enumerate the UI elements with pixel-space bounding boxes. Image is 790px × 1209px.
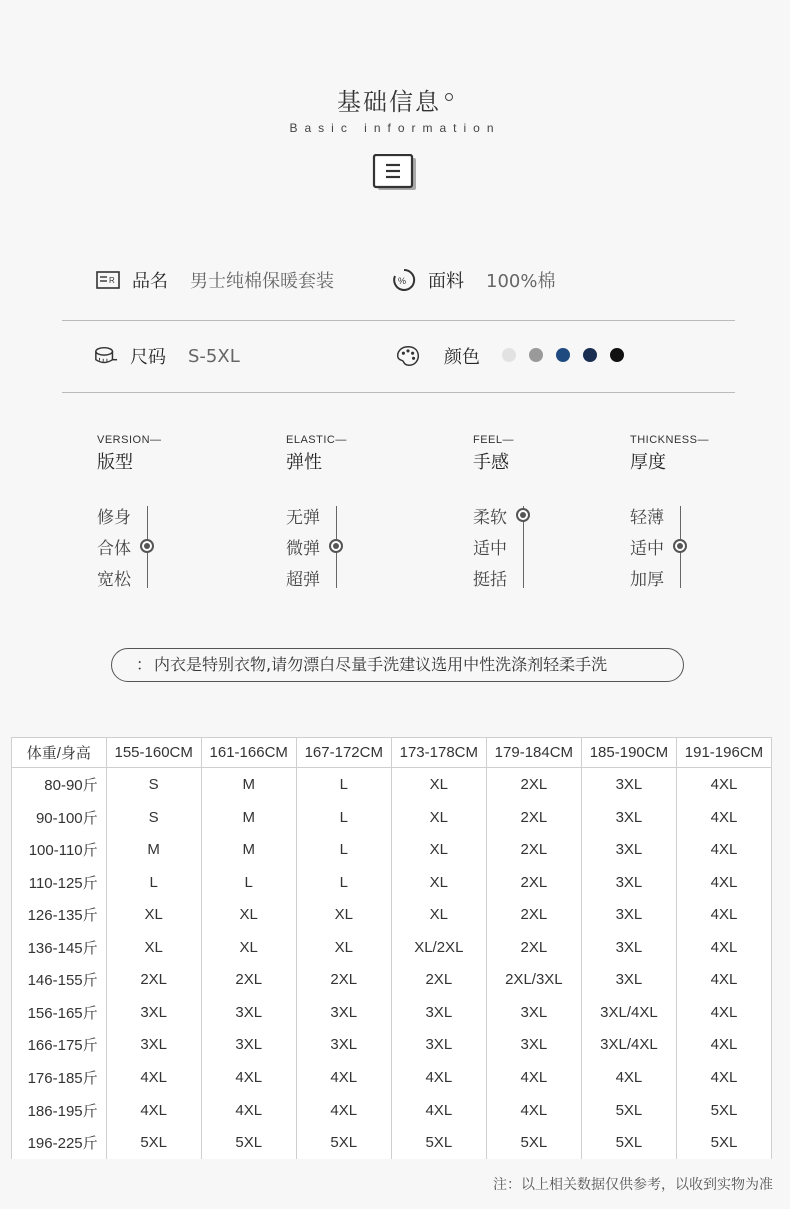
- color-swatch[interactable]: [502, 348, 516, 362]
- table-header-cell: 体重/身高: [12, 738, 107, 768]
- size-cell: 4XL: [676, 898, 771, 931]
- section-title: 基础信息: [0, 82, 790, 117]
- size-cell: 4XL: [581, 1061, 676, 1094]
- size-cell: 4XL: [676, 931, 771, 964]
- weight-cell: 166-175斤: [12, 1029, 107, 1062]
- attribute-en-label: ELASTIC—: [286, 434, 347, 446]
- scale-option: 修身: [97, 508, 131, 528]
- attribute-cn-label: 厚度: [630, 452, 666, 473]
- size-cell: 4XL: [391, 1094, 486, 1127]
- attribute-heading: [630, 434, 709, 474]
- size-cell: 3XL: [106, 996, 201, 1029]
- size-cell: XL: [201, 931, 296, 964]
- table-row: [12, 833, 772, 866]
- size-cell: 5XL: [486, 1126, 581, 1159]
- notice-text: 内衣是特别衣物,请勿漂白尽量手洗建议选用中性洗涤剂轻柔手洗: [154, 655, 608, 674]
- size-cell: XL: [296, 931, 391, 964]
- size-cell: L: [296, 768, 391, 801]
- info-row-name-fabric: [62, 240, 735, 321]
- size-cell: 2XL: [486, 866, 581, 899]
- size-cell: XL: [391, 801, 486, 834]
- size-cell: 4XL: [486, 1094, 581, 1127]
- weight-cell: 146-155斤: [12, 964, 107, 997]
- fabric-item: [392, 240, 555, 320]
- scale-selected-indicator-icon: [329, 539, 343, 553]
- weight-cell: 176-185斤: [12, 1061, 107, 1094]
- table-header-cell: 161-166CM: [201, 738, 296, 768]
- scale-option: 超弹: [286, 570, 320, 590]
- measuring-tape-icon: [94, 344, 118, 368]
- weight-cell: 80-90斤: [12, 768, 107, 801]
- product-name-item: [96, 240, 334, 320]
- size-cell: 3XL/4XL: [581, 996, 676, 1029]
- weight-cell: 126-135斤: [12, 898, 107, 931]
- table-row: [12, 1126, 772, 1159]
- size-cell: XL: [391, 768, 486, 801]
- size-cell: 5XL: [581, 1126, 676, 1159]
- size-cell: XL/2XL: [391, 931, 486, 964]
- color-label: 颜色: [444, 347, 480, 368]
- size-cell: 2XL: [201, 964, 296, 997]
- size-cell: 4XL: [676, 996, 771, 1029]
- footnote: 注：以上相关数据仅供参考，以收到实物为准: [493, 1177, 773, 1193]
- attribute-cn-label: 版型: [97, 452, 133, 473]
- attribute-en-label: THICKNESS—: [630, 434, 709, 446]
- color-swatch[interactable]: [583, 348, 597, 362]
- attribute-en-label: FEEL—: [473, 434, 515, 446]
- color-swatch[interactable]: [556, 348, 570, 362]
- size-cell: 3XL: [391, 996, 486, 1029]
- scale-option: 无弹: [286, 508, 320, 528]
- scale-option: 适中: [473, 539, 507, 559]
- svg-text:%: %: [398, 276, 407, 286]
- size-cell: M: [201, 768, 296, 801]
- scale-selected-indicator-icon: [673, 539, 687, 553]
- weight-cell: 196-225斤: [12, 1126, 107, 1159]
- fabric-percent-icon: [392, 268, 416, 292]
- table-row: [12, 866, 772, 899]
- size-cell: 3XL: [201, 1029, 296, 1062]
- table-header-cell: 191-196CM: [676, 738, 771, 768]
- table-row: [12, 1094, 772, 1127]
- scale-selected-indicator-icon: [140, 539, 154, 553]
- size-cell: 2XL/3XL: [486, 964, 581, 997]
- weight-cell: 186-195斤: [12, 1094, 107, 1127]
- size-cell: 3XL: [581, 964, 676, 997]
- size-cell: XL: [201, 898, 296, 931]
- scale-option: 加厚: [630, 570, 664, 590]
- size-cell: 4XL: [201, 1094, 296, 1127]
- size-cell: 2XL: [391, 964, 486, 997]
- scale-selected-indicator-icon: [516, 508, 530, 522]
- size-cell: 3XL: [581, 768, 676, 801]
- size-cell: 4XL: [676, 1061, 771, 1094]
- size-cell: 5XL: [201, 1126, 296, 1159]
- size-cell: 4XL: [296, 1094, 391, 1127]
- size-cell: 2XL: [486, 768, 581, 801]
- info-row-size-color: [62, 320, 735, 393]
- scale-option: 柔软: [473, 508, 507, 528]
- size-cell: 4XL: [676, 866, 771, 899]
- size-cell: 4XL: [106, 1061, 201, 1094]
- size-cell: 3XL: [581, 801, 676, 834]
- svg-text:R: R: [109, 276, 115, 285]
- scale-option: 挺括: [473, 570, 507, 590]
- scale-option: 宽松: [97, 570, 131, 590]
- section-subtitle: Basic information: [289, 121, 501, 135]
- size-cell: 3XL: [106, 1029, 201, 1062]
- attribute-heading: [97, 434, 162, 474]
- attribute-en-label: VERSION—: [97, 434, 162, 446]
- table-header-cell: 185-190CM: [581, 738, 676, 768]
- table-row: [12, 1029, 772, 1062]
- size-cell: 3XL: [581, 833, 676, 866]
- attribute-heading: [473, 434, 514, 474]
- product-name-value: 男士纯棉保暖套装: [190, 271, 334, 292]
- scale-option: 微弹: [286, 539, 320, 559]
- title-dot-icon: [445, 93, 453, 101]
- size-cell: 4XL: [676, 801, 771, 834]
- size-cell: 3XL: [486, 1029, 581, 1062]
- attribute-cn-label: 手感: [473, 452, 509, 473]
- scale-option: 轻薄: [630, 508, 664, 528]
- product-name-label: 品名: [132, 271, 168, 292]
- size-cell: 4XL: [676, 768, 771, 801]
- size-cell: 4XL: [391, 1061, 486, 1094]
- size-chart-table: [11, 737, 772, 1159]
- size-cell: 5XL: [106, 1126, 201, 1159]
- size-cell: 3XL: [581, 931, 676, 964]
- weight-cell: 90-100斤: [12, 801, 107, 834]
- size-cell: 2XL: [486, 801, 581, 834]
- weight-cell: 136-145斤: [12, 931, 107, 964]
- notice-colon: ：: [136, 655, 153, 674]
- size-cell: L: [106, 866, 201, 899]
- size-cell: XL: [296, 898, 391, 931]
- size-cell: XL: [391, 833, 486, 866]
- size-cell: 4XL: [676, 964, 771, 997]
- table-header-cell: 167-172CM: [296, 738, 391, 768]
- size-cell: 3XL: [581, 898, 676, 931]
- size-cell: 3XL: [391, 1029, 486, 1062]
- size-cell: S: [106, 801, 201, 834]
- size-cell: 5XL: [391, 1126, 486, 1159]
- size-cell: 5XL: [676, 1094, 771, 1127]
- size-cell: L: [201, 866, 296, 899]
- size-cell: 3XL/4XL: [581, 1029, 676, 1062]
- table-row: [12, 931, 772, 964]
- washing-notice: [111, 648, 684, 682]
- size-cell: 2XL: [486, 833, 581, 866]
- size-value: S-5XL: [188, 345, 240, 367]
- size-cell: 4XL: [296, 1061, 391, 1094]
- size-cell: M: [106, 833, 201, 866]
- weight-cell: 156-165斤: [12, 996, 107, 1029]
- size-cell: M: [201, 833, 296, 866]
- size-cell: 3XL: [581, 866, 676, 899]
- size-cell: 3XL: [296, 1029, 391, 1062]
- size-item: [94, 320, 240, 392]
- size-cell: 5XL: [581, 1094, 676, 1127]
- size-cell: L: [296, 801, 391, 834]
- size-cell: 4XL: [676, 833, 771, 866]
- table-header-cell: 155-160CM: [106, 738, 201, 768]
- size-cell: 2XL: [486, 931, 581, 964]
- size-cell: M: [201, 801, 296, 834]
- color-swatches: [502, 347, 637, 366]
- size-cell: S: [106, 768, 201, 801]
- scale-option: 合体: [97, 539, 131, 559]
- size-cell: 4XL: [106, 1094, 201, 1127]
- size-cell: 2XL: [486, 898, 581, 931]
- color-swatch[interactable]: [610, 348, 624, 362]
- size-cell: 3XL: [201, 996, 296, 1029]
- weight-cell: 100-110斤: [12, 833, 107, 866]
- size-cell: XL: [106, 898, 201, 931]
- color-swatch[interactable]: [529, 348, 543, 362]
- table-row: [12, 1061, 772, 1094]
- size-cell: 2XL: [106, 964, 201, 997]
- size-cell: 2XL: [296, 964, 391, 997]
- size-cell: XL: [391, 866, 486, 899]
- color-item: [396, 320, 637, 392]
- scale-option: 适中: [630, 539, 664, 559]
- attribute-heading: [286, 434, 347, 474]
- size-cell: 4XL: [676, 1029, 771, 1062]
- size-cell: 5XL: [296, 1126, 391, 1159]
- size-cell: 4XL: [486, 1061, 581, 1094]
- size-cell: L: [296, 833, 391, 866]
- table-header-cell: 179-184CM: [486, 738, 581, 768]
- table-header-row: [12, 738, 772, 768]
- weight-cell: 110-125斤: [12, 866, 107, 899]
- fabric-value: 100%棉: [486, 271, 556, 292]
- document-icon: [372, 154, 418, 192]
- size-cell: 3XL: [486, 996, 581, 1029]
- table-header-cell: 173-178CM: [391, 738, 486, 768]
- size-cell: XL: [391, 898, 486, 931]
- table-row: [12, 898, 772, 931]
- table-row: [12, 801, 772, 834]
- fabric-label: 面料: [428, 271, 464, 292]
- size-cell: L: [296, 866, 391, 899]
- size-cell: XL: [106, 931, 201, 964]
- name-tag-icon: [96, 268, 120, 292]
- size-cell: 5XL: [676, 1126, 771, 1159]
- table-row: [12, 964, 772, 997]
- table-row: [12, 768, 772, 801]
- size-cell: 4XL: [201, 1061, 296, 1094]
- size-cell: 3XL: [296, 996, 391, 1029]
- attribute-cn-label: 弹性: [286, 452, 322, 473]
- size-label: 尺码: [130, 347, 166, 368]
- table-row: [12, 996, 772, 1029]
- palette-icon: [396, 344, 420, 368]
